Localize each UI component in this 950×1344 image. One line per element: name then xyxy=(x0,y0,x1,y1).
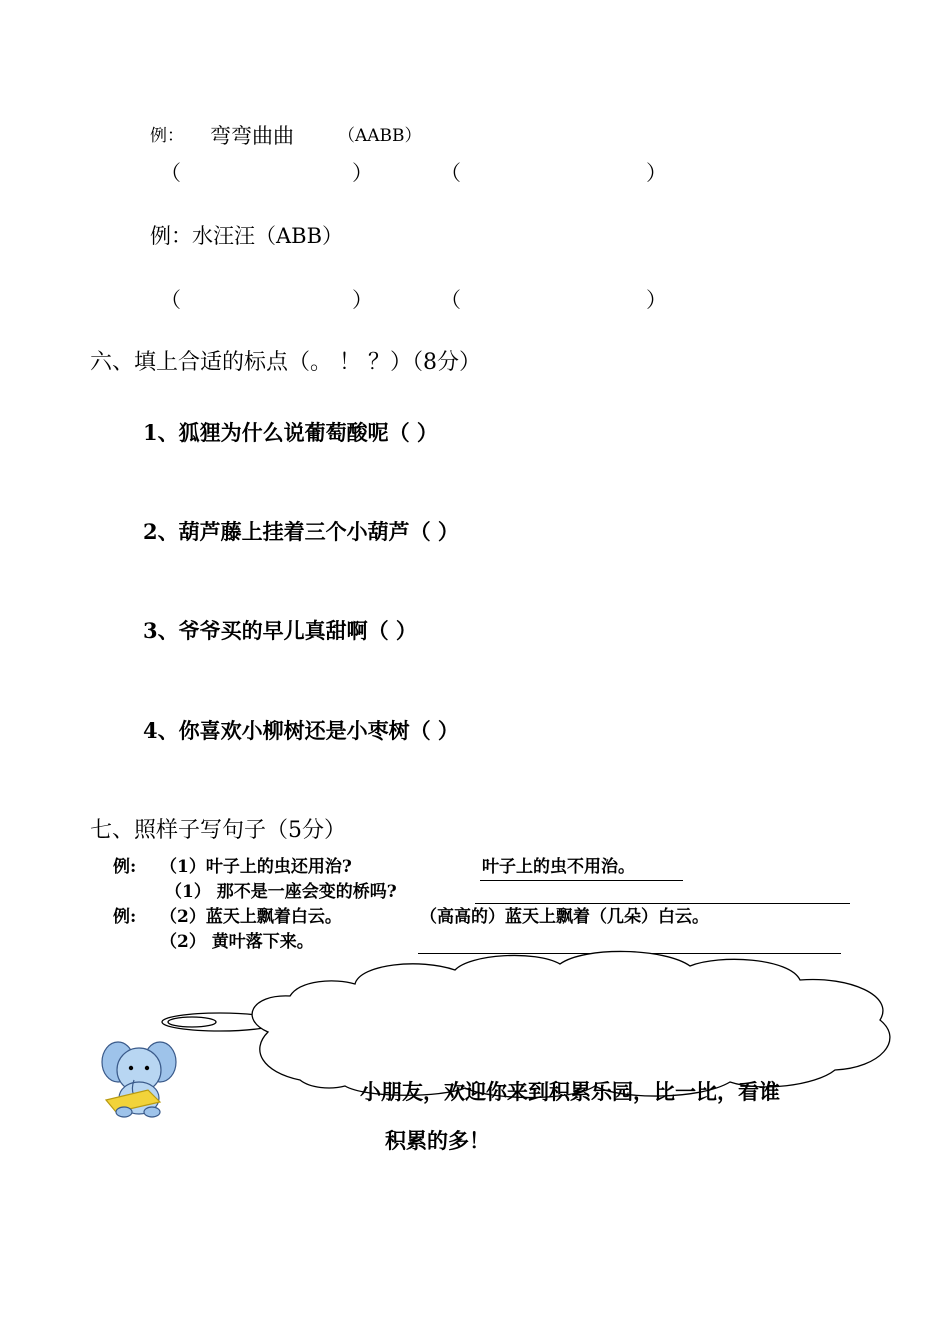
example4-answer: （高高的）蓝天上飘着（几朵）白云。 xyxy=(420,907,709,927)
example3-text: （1）叶子上的虫还用治? xyxy=(160,857,352,877)
blank-open-2: （ xyxy=(440,161,461,185)
section7-title: 七、照样子写句子（5分） xyxy=(90,818,346,843)
example4-label: 例: xyxy=(113,907,137,927)
example2: 例：水汪汪（ABB） xyxy=(150,224,344,248)
blank-open-4: （ xyxy=(440,288,461,312)
punct-item-2: 2、葫芦藤上挂着三个小葫芦（ ） xyxy=(143,519,459,544)
question-1: （1） 那不是一座会变的桥吗? xyxy=(165,882,397,902)
example3-label: 例: xyxy=(113,857,137,877)
blank-close-3: ） xyxy=(352,288,373,312)
blank-open-1: （ xyxy=(160,161,181,185)
punct-item-1: 1、狐狸为什么说葡萄酸呢（ ） xyxy=(143,420,438,445)
section6-title: 六、填上合适的标点（。 ！ ？）（8分） xyxy=(90,350,481,375)
example1-word: 弯弯曲曲 xyxy=(210,124,294,148)
cloud-text-line-2: 积累的多！ xyxy=(385,1128,490,1153)
blank-close-1: ） xyxy=(352,161,373,185)
example3-answer: 叶子上的虫不用治。 xyxy=(482,857,635,877)
blank-close-2: ） xyxy=(646,161,667,185)
punct-item-4: 4、你喜欢小柳树还是小枣树（ ） xyxy=(143,718,459,743)
punct-item-3: 3、爷爷买的早儿真甜啊（ ） xyxy=(143,618,417,643)
question-2: （2） 黄叶落下来。 xyxy=(160,932,314,952)
cloud-text-line-1: 小朋友，欢迎你来到积累乐园，比一比，看谁 xyxy=(360,1079,780,1104)
example1-label: 例： xyxy=(150,126,184,146)
example4-text: （2）蓝天上飘着白云。 xyxy=(160,907,342,927)
blank-close-4: ） xyxy=(646,288,667,312)
blank-open-3: （ xyxy=(160,288,181,312)
example1-pattern: （AABB） xyxy=(338,126,422,146)
